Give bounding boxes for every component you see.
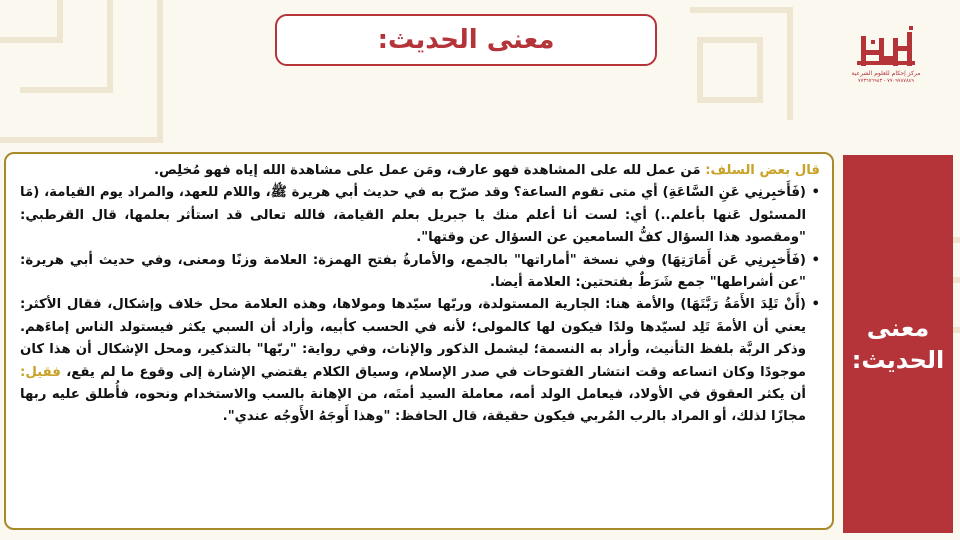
intro-paragraph [20, 160, 820, 182]
intro-text: مَن عمل لله على المشاهدة فهو عارف، ومَن عمل على مشاهدة الله إياه فهو مُخلِص. [153, 163, 706, 178]
list-item-text: (فَأَخبِرنِي عَنِ السَّاعَةِ) أي متى تقوم الساعة؟ وقد صرّح به في حديث أبي هريرة ﷺ، واللام للعهد، والمراد يوم القيامة، (مَا المسئول عَنها بأعلم..) أي: لست أنا أعلم منك يا جبريل بعلم القيامة، فالله تعالى قد استأثر بعلمها، قال القرطبي: "ومقصود هذا السؤال كفُّ السامعين عن السؤال عن وقتها". [20, 185, 806, 246]
bullet-icon: • [811, 297, 820, 313]
list-item-text: (فَأَخبِرنِي عَن أَمَارَتِهَا) وفي نسخة "أماراتها" بالجمع، والأمارةُ بفتح الهمزة: العلامة وزنًا ومعنى، وفي حديث أبي هريرة: "عن أشراطها" جمع شَرَطٌ بفتحتين: العلامة أيضا. [20, 252, 806, 291]
content-box [4, 152, 834, 530]
list-item-text-after: أن يكثر العقوق في الأولاد، فيعامل الولد أمه، معاملة السيد أمتَه، من الإهانة بالسب والاستخدام ونحوه، فأُطلق عليه ربها مجازًا لذلك، أو المراد بالرب المُربي فيكون حقيقة، قال الحافظ: "وهذا أَوجَهُ الأَوجُه عندي". [20, 387, 806, 425]
list-item [20, 294, 820, 428]
side-panel [843, 155, 953, 533]
list-item [20, 182, 820, 249]
logo [846, 26, 926, 96]
bullet-icon: • [811, 252, 820, 268]
side-label [852, 312, 944, 376]
side-label-line2: الحديث: [851, 346, 945, 374]
list-item-label: فقيل: [20, 364, 61, 380]
intro-label: قال بعض السلف: [705, 163, 820, 178]
title-box [275, 14, 657, 66]
bullet-list [20, 182, 820, 428]
logo-subtitle: مركز إحكام للعلوم الشرعية [851, 70, 921, 77]
page-title: معنى الحديث: [377, 25, 555, 55]
list-item [20, 250, 820, 295]
logo-tagline: ٧٧٠٩٧٨٧٨٤٩ - ٧٧٣٦٧٦٩٨٣ [857, 78, 914, 84]
text-body [20, 160, 820, 524]
logo-mark-icon [851, 26, 921, 70]
bullet-icon: • [811, 185, 820, 201]
side-label-line1: معنى [866, 314, 930, 342]
list-item-text: (أَنْ تَلِدَ الأَمَةُ رَبَّتَهَا) والأمة هنا: الجارية المستولدة، وربّها سيّدها ومولاها، وهذه العلامة محل خلاف وإشكال، فقال الأكثر: يعني أن الأمةَ تَلِد لسيّدها ولدًا فيكون لها كالمولى؛ لأنه في الحسب كأبيه، وأراد أن السبي يكثر فيستولد الناس إماءَهم. وذكر الربَّة بلفظ التأنيث، وأراد به النسمة؛ ليشمل الذكور والإناث، وفي رواية: "ربّها" بالتذكير، ومحل الإشكال أن هذا كان موجودًا وكان اتساعه وقت انتشار الفتوحات في صدر الإسلام، وسياق الكلام يقتضي الإشارة إلى وقوع ما لم يقع، [20, 297, 806, 380]
